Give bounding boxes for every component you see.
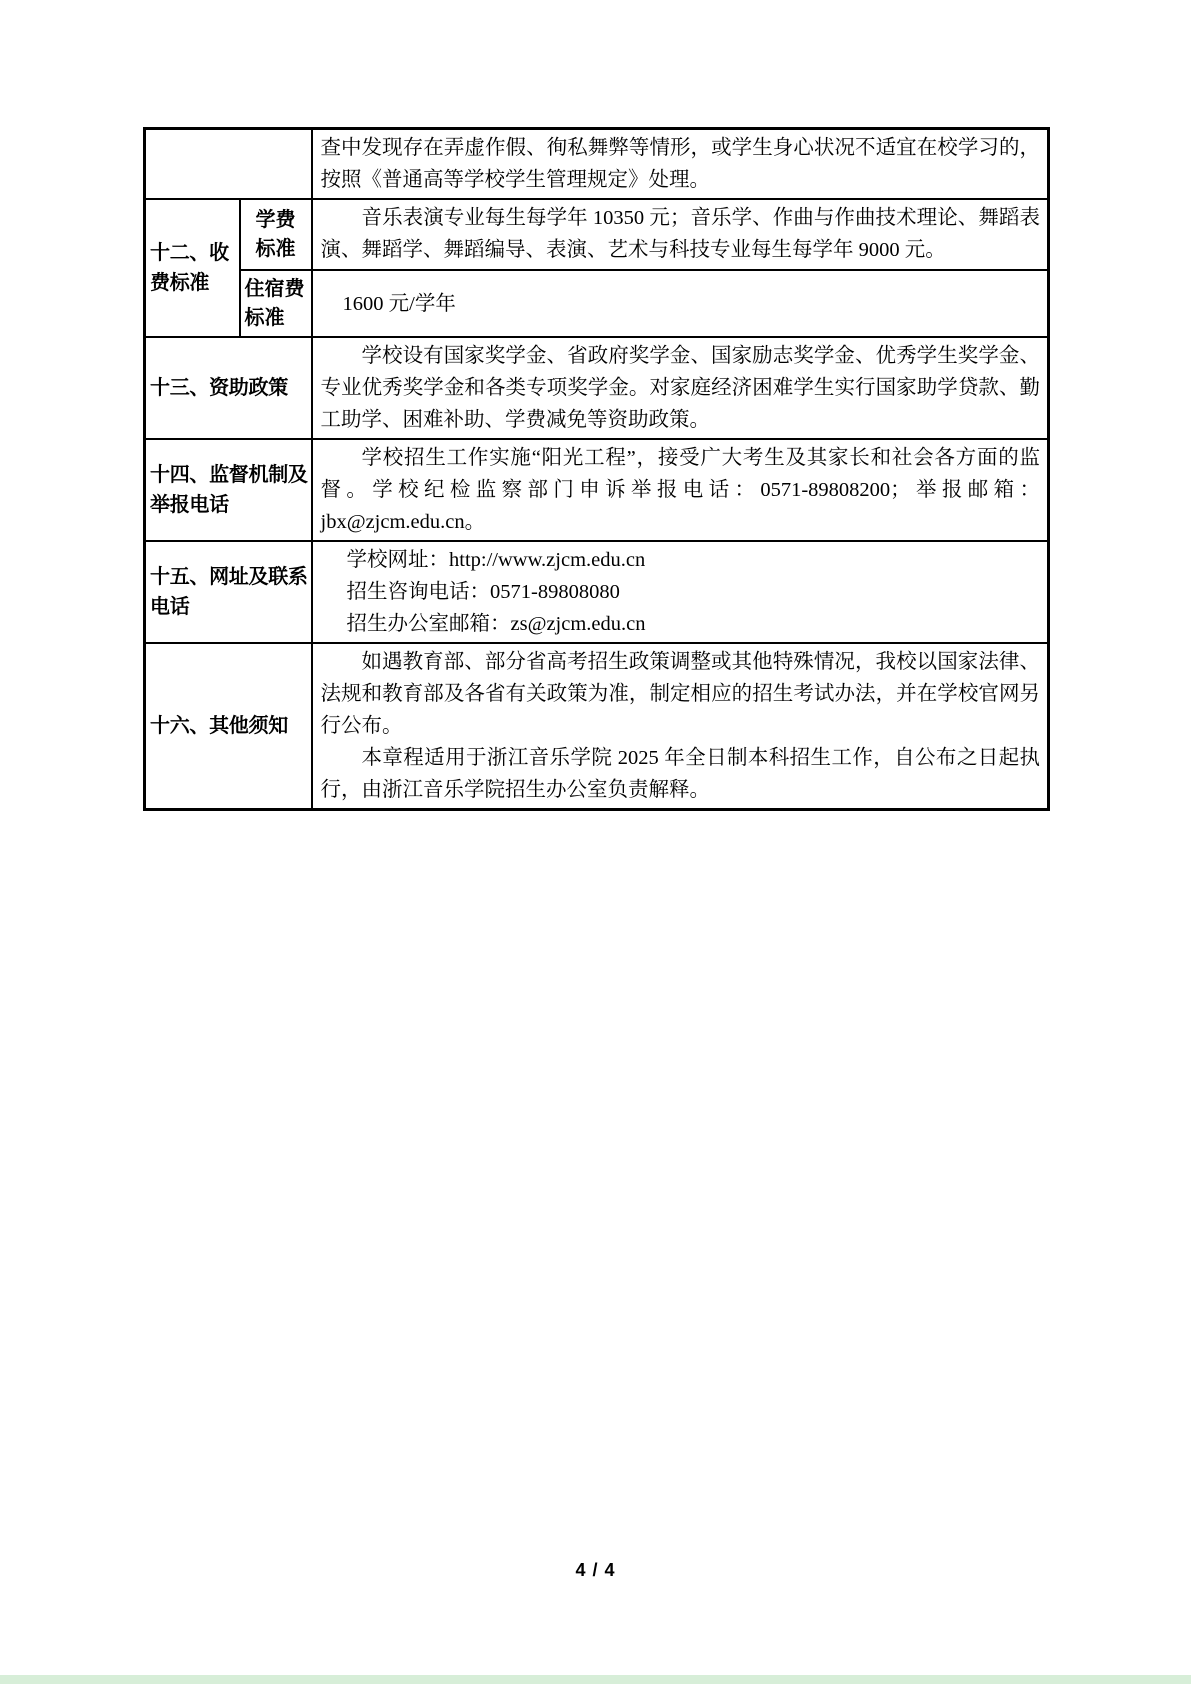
label-line: 十四、监督机制及 bbox=[150, 464, 308, 486]
admission-phone: 招生咨询电话：0571-89808080 bbox=[346, 581, 620, 603]
content-other-notes bbox=[312, 643, 1049, 810]
label-line: 举报电话 bbox=[150, 494, 229, 516]
row-supervision bbox=[145, 439, 1049, 541]
label-line: 标准 bbox=[244, 306, 285, 329]
label-line: 十三、资助政策 bbox=[150, 377, 288, 399]
row-tuition bbox=[145, 199, 1049, 270]
label-line: 十六、其他须知 bbox=[150, 715, 288, 737]
content-accommodation bbox=[312, 270, 1049, 337]
label-cell-empty bbox=[145, 129, 312, 200]
label-line: 十五、网址及联系 bbox=[150, 566, 308, 588]
label-line: 标准 bbox=[255, 237, 296, 260]
label-line: 十二、收 bbox=[150, 242, 229, 264]
other-notes-paragraph: 如遇教育部、部分省高考招生政策调整或其他特殊情况，我校以国家法律、法规和教育部及各省有关政策为准，制定相应的招生考试办法，并在学校官网另行公布。 bbox=[320, 651, 1040, 737]
financial-aid-text: 学校设有国家奖学金、省政府奖学金、国家励志奖学金、优秀学生奖学金、专业优秀奖学金和各类专项奖学金。对家庭经济困难学生实行国家助学贷款、勤工助学、困难补助、学费减免等资助政策。 bbox=[320, 345, 1040, 431]
row-other-notes bbox=[145, 643, 1049, 810]
row-financial-aid bbox=[145, 337, 1049, 439]
label-section-12-fees bbox=[145, 199, 240, 337]
label-section-16-other bbox=[145, 643, 312, 810]
label-tuition-standard bbox=[240, 199, 312, 270]
school-website: 学校网址：http://www.zjcm.edu.cn bbox=[346, 549, 646, 571]
label-line: 住宿费 bbox=[244, 277, 305, 300]
label-line: 费标准 bbox=[150, 272, 210, 294]
content-financial-aid bbox=[312, 337, 1049, 439]
supervision-text: 学校招生工作实施“阳光工程”，接受广大考生及其家长和社会各方面的监督。学校纪检监察部门申诉举报电话：0571-89808200；举报邮箱：jbx@zjcm.edu.cn。 bbox=[320, 447, 1040, 533]
content-contact bbox=[312, 541, 1049, 643]
accommodation-fee: 1600 元/学年 bbox=[342, 292, 456, 315]
label-line: 学费 bbox=[255, 208, 296, 231]
content-carryover bbox=[312, 129, 1049, 200]
label-section-14-supervision bbox=[145, 439, 312, 541]
row-accommodation bbox=[145, 270, 1049, 337]
label-line: 电话 bbox=[150, 596, 190, 618]
label-section-15-contact bbox=[145, 541, 312, 643]
row-carryover bbox=[145, 129, 1049, 200]
label-accommodation-standard bbox=[240, 270, 312, 337]
content-tuition bbox=[312, 199, 1049, 270]
label-section-13-aid bbox=[145, 337, 312, 439]
tuition-text: 音乐表演专业每生每学年 10350 元；音乐学、作曲与作曲技术理论、舞蹈表演、舞蹈学、舞蹈编导、表演、艺术与科技专业每生每学年 9000 元。 bbox=[320, 207, 1040, 261]
row-contact bbox=[145, 541, 1049, 643]
page-number: 4 / 4 bbox=[575, 1560, 616, 1580]
carryover-text: 查中发现存在弄虚作假、徇私舞弊等情形，或学生身心状况不适宜在校学习的，按照《普通高等学校学生管理规定》处理。 bbox=[320, 137, 1040, 191]
other-notes-paragraph: 本章程适用于浙江音乐学院 2025 年全日制本科招生工作，自公布之日起执行，由浙江音乐学院招生办公室负责解释。 bbox=[320, 747, 1040, 801]
bottom-accent-bar bbox=[0, 1675, 1191, 1684]
admission-email: 招生办公室邮箱：zs@zjcm.edu.cn bbox=[346, 613, 646, 635]
admission-info-table bbox=[143, 127, 1050, 811]
content-supervision bbox=[312, 439, 1049, 541]
